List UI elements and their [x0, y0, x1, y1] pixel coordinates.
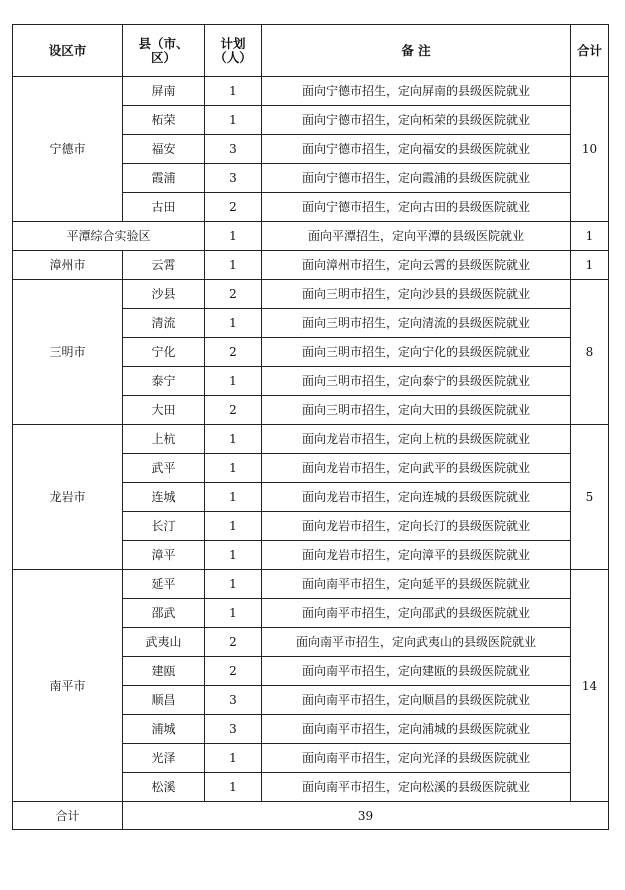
county-cell: 顺昌 — [123, 686, 205, 715]
county-cell: 清流 — [123, 309, 205, 338]
note-cell: 面向龙岩市招生，定向漳平的县级医院就业 — [262, 541, 571, 570]
county-cell: 霞浦 — [123, 164, 205, 193]
note-cell: 面向南平市招生，定向延平的县级医院就业 — [262, 570, 571, 599]
county-cell: 光泽 — [123, 744, 205, 773]
plan-cell: 1 — [205, 106, 262, 135]
plan-cell: 3 — [205, 135, 262, 164]
header-county-line1: 县（市、 — [138, 35, 189, 51]
county-cell: 邵武 — [123, 599, 205, 628]
note-cell: 面向南平市招生，定向光泽的县级医院就业 — [262, 744, 571, 773]
plan-cell: 1 — [205, 512, 262, 541]
note-cell: 面向南平市招生，定向邵武的县级医院就业 — [262, 599, 571, 628]
plan-cell: 1 — [205, 483, 262, 512]
plan-cell: 2 — [205, 396, 262, 425]
note-cell: 面向宁德市招生，定向霞浦的县级医院就业 — [262, 164, 571, 193]
county-cell: 古田 — [123, 193, 205, 222]
header-note: 备 注 — [262, 25, 571, 77]
note-cell: 面向三明市招生，定向泰宁的县级医院就业 — [262, 367, 571, 396]
city-cell: 南平市 — [13, 570, 123, 802]
note-cell: 面向龙岩市招生，定向长汀的县级医院就业 — [262, 512, 571, 541]
county-cell: 沙县 — [123, 280, 205, 309]
county-cell: 延平 — [123, 570, 205, 599]
county-cell: 大田 — [123, 396, 205, 425]
plan-cell: 1 — [205, 773, 262, 802]
table-row — [13, 425, 609, 454]
total-value: 39 — [123, 802, 609, 830]
county-cell: 屏南 — [123, 77, 205, 106]
note-cell: 面向宁德市招生，定向柘荣的县级医院就业 — [262, 106, 571, 135]
header-plan-line1: 计划 — [220, 35, 246, 51]
plan-cell: 2 — [205, 193, 262, 222]
plan-cell: 1 — [205, 744, 262, 773]
city-cell: 宁德市 — [13, 77, 123, 222]
subtotal-cell: 14 — [571, 570, 609, 802]
city-cell: 三明市 — [13, 280, 123, 425]
city-cell: 漳州市 — [13, 251, 123, 280]
city-cell: 平潭综合实验区 — [13, 222, 205, 251]
plan-cell: 3 — [205, 715, 262, 744]
table-row — [13, 570, 609, 599]
table-row — [13, 251, 609, 280]
plan-cell: 1 — [205, 454, 262, 483]
county-cell: 连城 — [123, 483, 205, 512]
plan-cell: 1 — [205, 425, 262, 454]
county-cell: 长汀 — [123, 512, 205, 541]
note-cell: 面向南平市招生，定向浦城的县级医院就业 — [262, 715, 571, 744]
county-cell: 上杭 — [123, 425, 205, 454]
note-cell: 面向宁德市招生，定向古田的县级医院就业 — [262, 193, 571, 222]
table-row — [13, 222, 609, 251]
total-row — [13, 802, 609, 830]
plan-cell: 1 — [205, 367, 262, 396]
plan-cell: 1 — [205, 309, 262, 338]
note-cell: 面向三明市招生，定向沙县的县级医院就业 — [262, 280, 571, 309]
city-cell: 龙岩市 — [13, 425, 123, 570]
header-county — [123, 25, 205, 77]
plan-cell: 1 — [205, 541, 262, 570]
note-cell: 面向南平市招生，定向建瓯的县级医院就业 — [262, 657, 571, 686]
note-cell: 面向宁德市招生，定向屏南的县级医院就业 — [262, 77, 571, 106]
county-cell: 宁化 — [123, 338, 205, 367]
plan-cell: 2 — [205, 657, 262, 686]
header-city: 设区市 — [13, 25, 123, 77]
table-body — [13, 77, 609, 802]
note-cell: 面向龙岩市招生，定向上杭的县级医院就业 — [262, 425, 571, 454]
plan-cell: 1 — [205, 77, 262, 106]
subtotal-cell: 8 — [571, 280, 609, 425]
county-cell: 建瓯 — [123, 657, 205, 686]
note-cell: 面向平潭招生，定向平潭的县级医院就业 — [262, 222, 571, 251]
county-cell: 武平 — [123, 454, 205, 483]
note-cell: 面向宁德市招生，定向福安的县级医院就业 — [262, 135, 571, 164]
plan-cell: 3 — [205, 686, 262, 715]
subtotal-cell: 5 — [571, 425, 609, 570]
county-cell: 武夷山 — [123, 628, 205, 657]
plan-cell: 3 — [205, 164, 262, 193]
header-plan — [205, 25, 262, 77]
plan-cell: 1 — [205, 222, 262, 251]
enrollment-plan-table — [12, 24, 609, 830]
plan-cell: 1 — [205, 570, 262, 599]
plan-cell: 2 — [205, 280, 262, 309]
plan-cell: 1 — [205, 599, 262, 628]
note-cell: 面向三明市招生，定向大田的县级医院就业 — [262, 396, 571, 425]
county-cell: 浦城 — [123, 715, 205, 744]
note-cell: 面向三明市招生，定向清流的县级医院就业 — [262, 309, 571, 338]
note-cell: 面向漳州市招生，定向云霄的县级医院就业 — [262, 251, 571, 280]
header-row — [13, 25, 609, 77]
subtotal-cell: 10 — [571, 77, 609, 222]
note-cell: 面向南平市招生，定向武夷山的县级医院就业 — [262, 628, 571, 657]
table-row — [13, 77, 609, 106]
header-plan-line2: （人） — [214, 49, 252, 65]
plan-cell: 1 — [205, 251, 262, 280]
county-cell: 柘荣 — [123, 106, 205, 135]
note-cell: 面向南平市招生，定向松溪的县级医院就业 — [262, 773, 571, 802]
note-cell: 面向三明市招生，定向宁化的县级医院就业 — [262, 338, 571, 367]
county-cell: 漳平 — [123, 541, 205, 570]
table-row — [13, 280, 609, 309]
plan-cell: 2 — [205, 628, 262, 657]
note-cell: 面向龙岩市招生，定向连城的县级医院就业 — [262, 483, 571, 512]
subtotal-cell: 1 — [571, 222, 609, 251]
county-cell: 泰宁 — [123, 367, 205, 396]
subtotal-cell: 1 — [571, 251, 609, 280]
total-label: 合计 — [13, 802, 123, 830]
county-cell: 云霄 — [123, 251, 205, 280]
plan-cell: 2 — [205, 338, 262, 367]
header-subtotal: 合计 — [571, 25, 609, 77]
county-cell: 福安 — [123, 135, 205, 164]
note-cell: 面向南平市招生，定向顺昌的县级医院就业 — [262, 686, 571, 715]
county-cell: 松溪 — [123, 773, 205, 802]
note-cell: 面向龙岩市招生，定向武平的县级医院就业 — [262, 454, 571, 483]
header-county-line2: 区） — [150, 49, 176, 65]
